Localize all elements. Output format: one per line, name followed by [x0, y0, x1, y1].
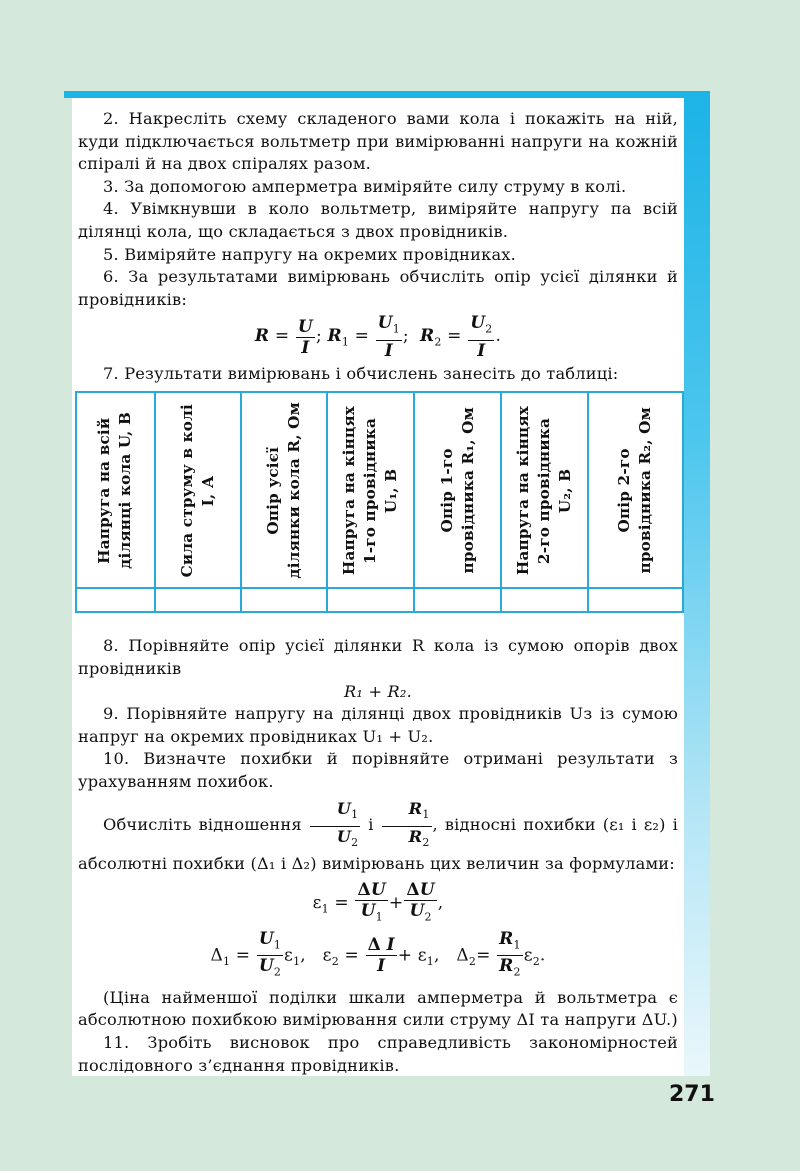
note: (Ціна найменшої поділки шкали амперметра й вольтметра є абсолютною похибкою вимірювання сили струму ΔI та напруги ΔU.) [78, 987, 678, 1030]
item-5: 5. Виміряйте напругу на окремих провідниках. [103, 244, 516, 264]
table-cell [241, 588, 327, 612]
formula-epsilon: $\varepsilon_1$ = $\frac{\Delta U}{U_1}$ + $\frac{\Delta U}{U_2}$ , [312, 879, 444, 923]
table-header-cell: Напруга на кінцях 2-го провідника U₂, В [501, 392, 588, 588]
table-header-cell: Напруга на всій ділянці кола U, В [76, 392, 155, 588]
item-6: 6. За результатами вимірювань обчисліть опір усієї ділянки й провідників: [78, 267, 678, 309]
item-10: 10. Визначте похибки й порівняйте отримані результати з урахуванням похибок. [78, 749, 678, 791]
table-cell [76, 588, 155, 612]
table-row [76, 588, 683, 612]
formula-delta: $\Delta_1$ = $\frac{U_1}{U_2}$ $\varepsilon_1$, $\varepsilon_2$ = $\frac{\text{Δ I}}{I}$ + $\varepsilon_1$, $\Delta_2=$ $\frac{R_1}{R_2}$ $\varepsilon_2$. [210, 928, 546, 979]
item-9: 9. Порівняйте напругу на ділянці двох провідників Uз із сумою напруг на окремих провідниках U₁ + U₂. [78, 704, 678, 746]
table-header-cell: Напруга на кінцях 1-го провідника U₁, В [327, 392, 414, 588]
page-number: 271 [669, 1082, 715, 1107]
page-top-accent [64, 91, 710, 98]
item-7: 7. Результати вимірювань і обчислень занесіть до таблиці: [103, 363, 619, 383]
table-header-cell: Опір усієї ділянки кола R, Ом [241, 392, 327, 588]
item-2: 2. Накресліть схему складеного вами кола і покажіть на ній, куди підключається вольтметр при вимірюванні напруги на кожній спіралі й на двох спіралях разом. [78, 109, 678, 174]
table-cell [414, 588, 500, 612]
item-8: 8. Порівняйте опір усієї ділянки R кола із сумою опорів двох провідників [78, 636, 678, 678]
table-cell [155, 588, 241, 612]
item-8-formula: R₁ + R₂. [344, 681, 412, 701]
table-header-cell: Опір 1-го провідника R₁, Ом [414, 392, 500, 588]
page-side-accent [682, 91, 710, 1076]
table-cell [588, 588, 683, 612]
table-header-cell: Опір 2-го провідника R₂, Ом [588, 392, 683, 588]
table-header-cell: Сила струму в колі I, А [155, 392, 241, 588]
table-cell [501, 588, 588, 612]
table-header-row [76, 392, 683, 588]
item-4: 4. Увімкнувши в коло вольтметр, виміряйте напругу па всій ділянці кола, що складається з двох провідників. [78, 199, 678, 241]
item-10-ratios: Обчисліть відношення $\frac{U_1}{U_2}$ і $\frac{R_1}{R_2}$ , відносні похибки (ε₁ і ε₂) і абсолютні похибки (Δ₁ і Δ₂) вимірювань цих величин за формулами: [78, 799, 678, 873]
item-11: 11. Зробіть висновок про справедливість закономірностей послідовного з’єднання провідників. [78, 1032, 678, 1075]
table-cell [327, 588, 414, 612]
formula-resistance: R = $\frac{U}{I}$ ; $R_1$ = $\frac{U_1}{I}$ ; $R_2$ = $\frac{U_2}{I}$ . [254, 313, 502, 361]
results-table [75, 391, 684, 613]
page-content [78, 108, 678, 1077]
item-3: 3. За допомогою амперметра виміряйте силу струму в колі. [103, 176, 627, 196]
